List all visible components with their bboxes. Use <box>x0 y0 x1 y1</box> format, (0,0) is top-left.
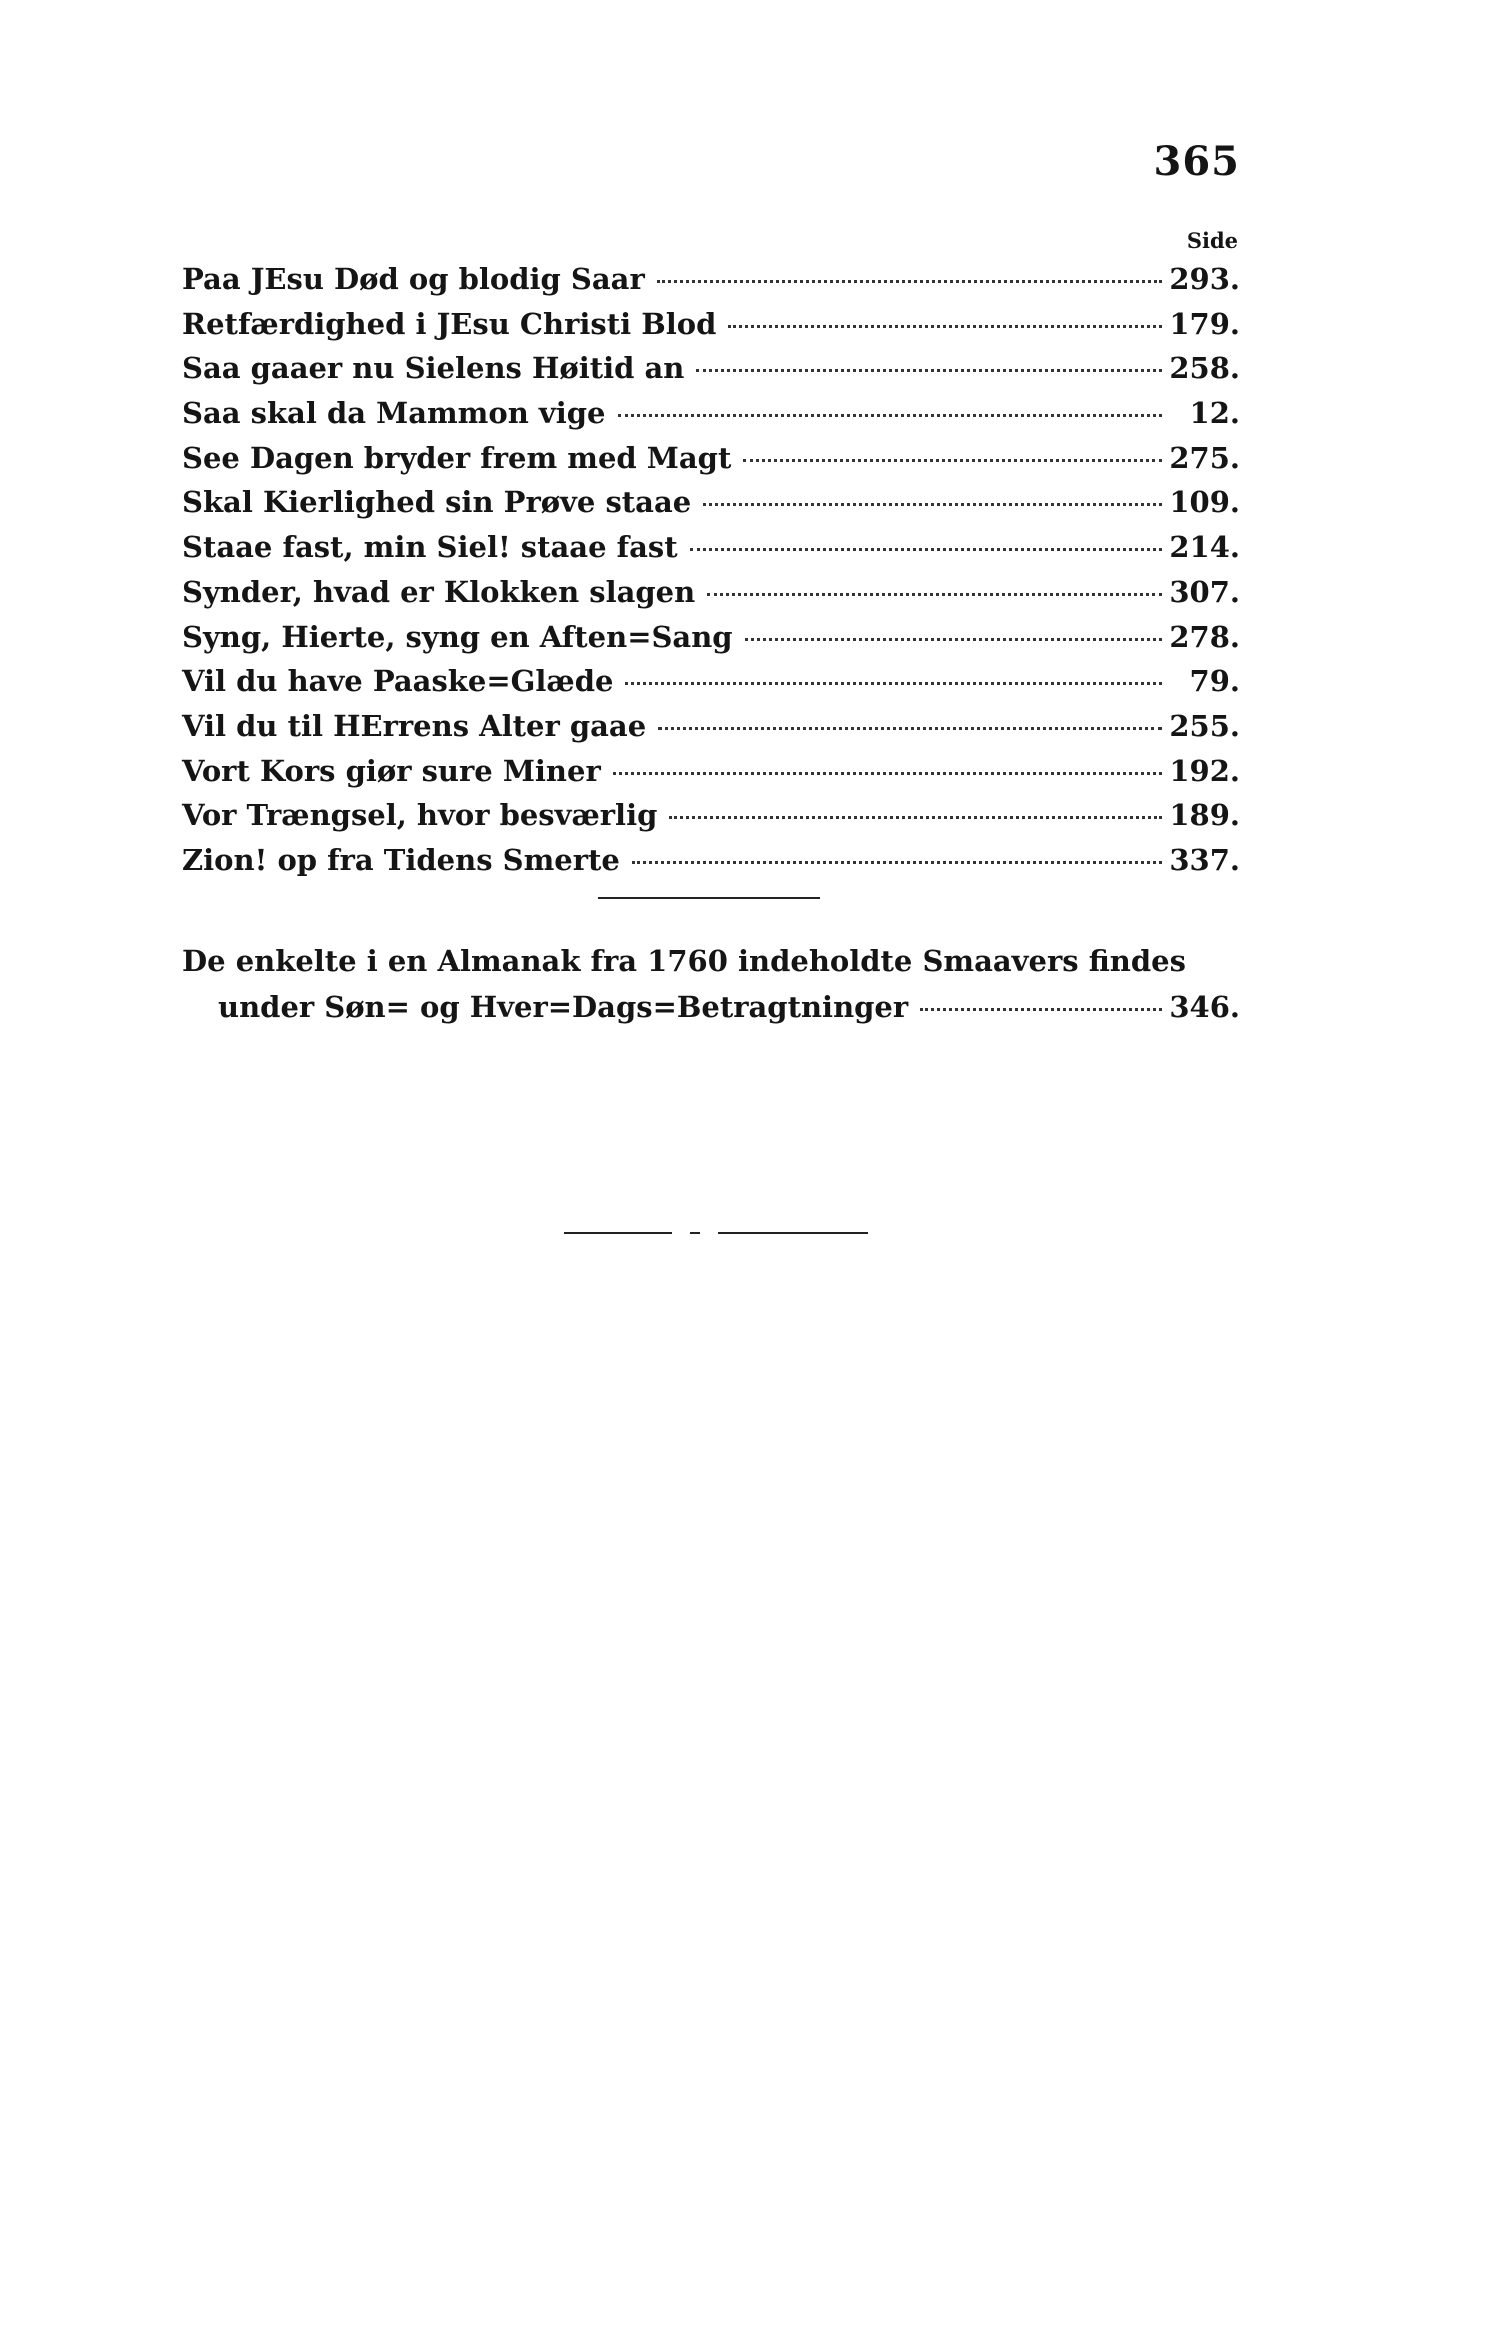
note-title: under Søn= og Hver=Dags=Betragtninger <box>218 990 909 1024</box>
entry-page: 12. <box>1189 396 1240 431</box>
page-number: 365 <box>1153 138 1240 185</box>
entry-title: Staae fast, min Siel! staae fast <box>182 530 678 565</box>
entry-title: Paa JEsu Død og blodig Saar <box>182 262 645 296</box>
end-rule-segment <box>690 1232 700 1234</box>
entry-title: Synder, hvad er Klokken slagen <box>182 574 696 609</box>
end-rule-segment <box>718 1232 868 1234</box>
toc-row <box>182 798 1240 843</box>
entry-title: Skal Kierlighed sin Prøve staae <box>182 485 692 520</box>
section-divider <box>598 897 820 899</box>
toc-row <box>182 530 1240 575</box>
toc-row <box>182 485 1240 530</box>
dot-leader <box>669 816 1162 819</box>
toc-row <box>182 262 1240 307</box>
dot-leader <box>613 772 1162 775</box>
toc-row <box>182 620 1240 665</box>
table-of-contents <box>182 262 1240 888</box>
toc-row <box>182 575 1240 620</box>
dot-leader <box>632 861 1162 864</box>
entry-title: Zion! op fra Tidens Smerte <box>182 842 620 877</box>
dot-leader <box>625 682 1162 685</box>
entry-title: Saa gaaer nu Sielens Høitid an <box>182 351 685 386</box>
entry-title: Vort Kors giør sure Miner <box>182 753 601 788</box>
entry-page: 337. <box>1169 842 1240 877</box>
entry-page: 275. <box>1169 440 1240 475</box>
toc-row <box>182 396 1240 441</box>
entry-page: 79. <box>1189 664 1240 699</box>
entry-page: 258. <box>1169 351 1240 386</box>
dot-leader <box>703 503 1162 506</box>
toc-row <box>182 441 1240 486</box>
dot-leader <box>920 1008 1162 1011</box>
appendix-note <box>182 944 1240 1036</box>
dot-leader <box>696 369 1162 372</box>
dot-leader <box>743 459 1162 462</box>
end-rule-segment <box>564 1232 672 1234</box>
dot-leader <box>618 414 1163 417</box>
toc-row <box>182 754 1240 799</box>
entry-page: 192. <box>1169 753 1240 788</box>
entry-page: 189. <box>1169 798 1240 833</box>
entry-page: 293. <box>1169 262 1240 296</box>
toc-row <box>182 307 1240 352</box>
toc-row <box>182 351 1240 396</box>
dot-leader <box>728 325 1162 328</box>
entry-page: 307. <box>1169 574 1240 609</box>
toc-row <box>182 664 1240 709</box>
dot-leader <box>690 548 1162 551</box>
entry-title: Vil du have Paaske=Glæde <box>182 664 614 699</box>
note-page: 346. <box>1169 990 1240 1024</box>
toc-row <box>182 843 1240 888</box>
dot-leader <box>707 593 1162 596</box>
toc-row <box>182 709 1240 754</box>
entry-title: Retfærdighed i JEsu Christi Blod <box>182 306 717 341</box>
entry-page: 214. <box>1169 530 1240 565</box>
entry-title: Vil du til HErrens Alter gaae <box>182 708 647 743</box>
entry-title: Saa skal da Mammon vige <box>182 396 606 431</box>
entry-page: 179. <box>1169 306 1240 341</box>
entry-title: Vor Trængsel, hvor besværlig <box>182 798 658 833</box>
entry-page: 255. <box>1169 708 1240 743</box>
dot-leader <box>657 280 1162 283</box>
page-column-label: Side <box>1186 228 1238 253</box>
note-line-1: De enkelte i en Almanak fra 1760 indeholdte Smaavers findes <box>182 944 1186 978</box>
dot-leader <box>658 727 1162 730</box>
dot-leader <box>745 638 1162 641</box>
entry-title: See Dagen bryder frem med Magt <box>182 440 732 475</box>
entry-page: 278. <box>1169 619 1240 654</box>
note-line-2 <box>182 990 1240 1036</box>
entry-page: 109. <box>1169 485 1240 520</box>
entry-title: Syng, Hierte, syng en Aften=Sang <box>182 619 733 654</box>
